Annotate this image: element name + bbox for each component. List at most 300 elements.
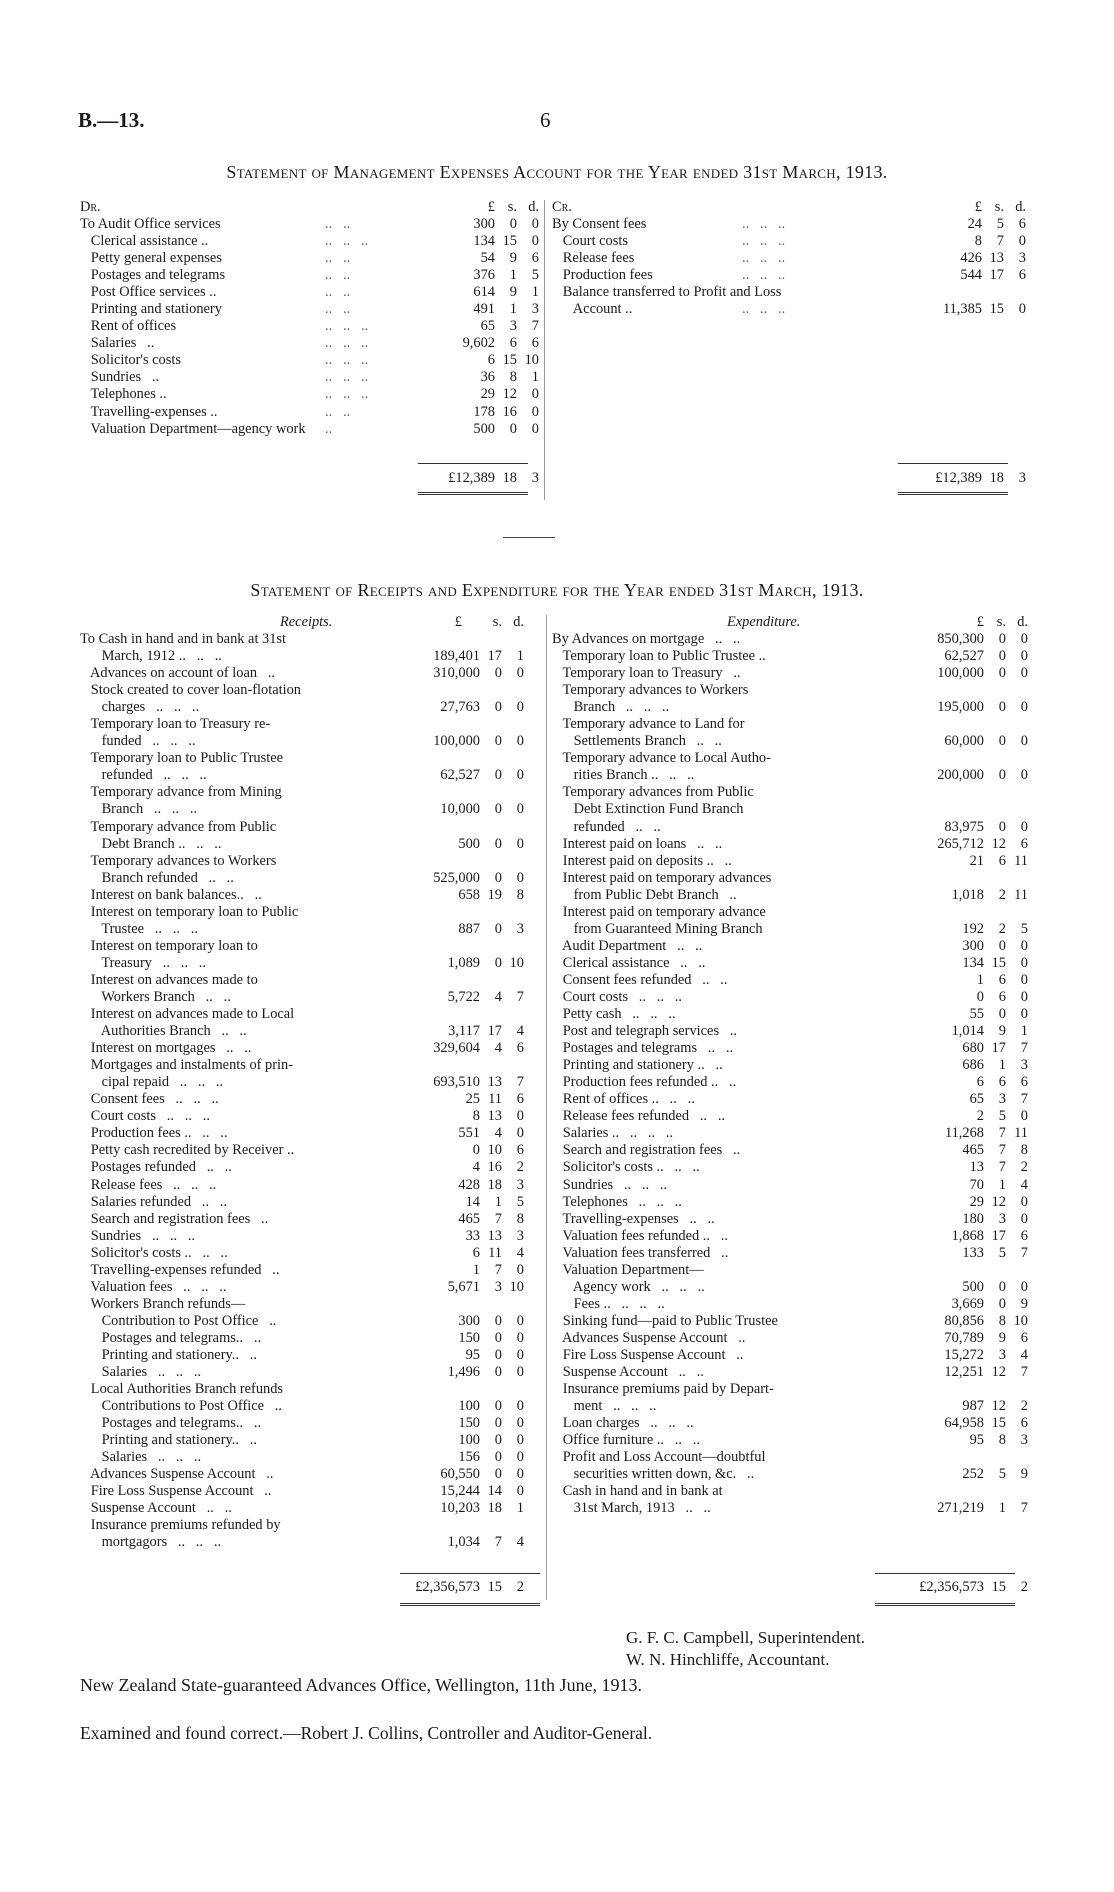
row-label: Court costs .. .. .. <box>552 988 682 1005</box>
amount-pence: 0 <box>516 1364 524 1381</box>
row-label: Office furniture .. .. .. <box>552 1432 700 1449</box>
row-label: Court costs <box>552 233 628 250</box>
row-label: Release fees <box>552 250 635 267</box>
amount-pence: 4 <box>516 1534 524 1551</box>
amount-shillings: 2 <box>998 886 1006 903</box>
amount-pounds: 13 <box>969 1159 984 1176</box>
amount-pence: 0 <box>531 420 539 437</box>
receipt-row <box>80 1091 540 1108</box>
expenditure-row <box>552 1108 1032 1125</box>
amount-pence: 8 <box>516 886 524 903</box>
amount-shillings: 7 <box>494 1534 502 1551</box>
office-line: New Zealand State-guaranteed Advances Office, Wellington, 11th June, 1913. <box>80 1675 643 1695</box>
receipts-total-pence: 2 <box>516 1579 524 1595</box>
amount-shillings: 0 <box>998 699 1006 716</box>
receipt-row <box>80 972 540 989</box>
row-label: Valuation Department— <box>552 1261 704 1278</box>
dr-label: Dr. <box>80 199 101 215</box>
amount-shillings: 14 <box>487 1483 502 1500</box>
row-label: Telephones .. .. .. <box>552 1193 682 1210</box>
amount-pounds: 24 <box>967 216 982 232</box>
amount-pounds: 150 <box>458 1329 480 1346</box>
amount-pence: 0 <box>516 1312 524 1329</box>
amount-pence: 6 <box>531 250 539 267</box>
row-label: Interest paid on loans .. .. <box>552 835 723 852</box>
row-label: Release fees .. .. .. <box>80 1176 217 1193</box>
ex-col-shillings-head: s. <box>996 614 1006 630</box>
row-label: Agency work .. .. .. <box>552 1278 705 1295</box>
amount-pence: 0 <box>531 233 539 250</box>
amount-pounds: 134 <box>962 954 984 971</box>
amount-pounds: 8 <box>472 1108 480 1125</box>
row-label: Temporary advances to Workers <box>552 682 749 699</box>
amount-pounds: 12,251 <box>944 1364 984 1381</box>
amount-pounds: 156 <box>458 1449 480 1466</box>
amount-pounds: 987 <box>962 1398 984 1415</box>
expenditure-row <box>552 921 1032 938</box>
expenditure-row <box>552 1023 1032 1040</box>
amount-pence: 6 <box>1018 267 1026 284</box>
amount-pence: 0 <box>516 1466 524 1483</box>
row-label: Loan charges .. .. .. <box>552 1415 694 1432</box>
row-label: Temporary advances to Workers <box>80 852 277 869</box>
leader-dots: .. .. .. <box>742 250 786 267</box>
amount-pounds: 33 <box>465 1227 480 1244</box>
amount-shillings: 9 <box>998 1329 1006 1346</box>
amount-pounds: 95 <box>969 1432 984 1449</box>
amount-pence: 0 <box>1018 301 1026 318</box>
amount-shillings: 7 <box>998 1159 1006 1176</box>
amount-shillings: 0 <box>998 1278 1006 1295</box>
row-label: Valuation fees refunded .. .. <box>552 1227 728 1244</box>
expenditure-row <box>552 989 1032 1006</box>
row-label: Court costs .. .. .. <box>80 1108 210 1125</box>
row-label: Production fees .. .. .. <box>80 1125 228 1142</box>
receipt-row <box>80 665 540 682</box>
amount-pence: 0 <box>1020 937 1028 954</box>
amount-pence: 0 <box>1020 1108 1028 1125</box>
amount-pounds: 64,958 <box>944 1415 984 1432</box>
receipt-row <box>80 938 540 955</box>
amount-shillings: 0 <box>494 920 502 937</box>
debit-row <box>80 301 540 318</box>
row-label: Advances Suspense Account .. <box>552 1329 746 1346</box>
amount-pounds: 1,014 <box>951 1023 984 1040</box>
amount-pounds: 15,244 <box>440 1483 480 1500</box>
amount-pence: 1 <box>531 369 539 386</box>
expenditure-row <box>552 1006 1032 1023</box>
leader-dots: .. .. .. <box>325 233 369 250</box>
amount-pence: 1 <box>516 1500 524 1517</box>
amount-shillings: 0 <box>494 1432 502 1449</box>
amount-shillings: 0 <box>494 1449 502 1466</box>
row-label: Interest on bank balances.. .. <box>80 886 262 903</box>
row-label: Fees .. .. .. .. <box>552 1295 665 1312</box>
receipt-row <box>80 699 540 716</box>
amount-shillings: 4 <box>494 1125 502 1142</box>
row-label: Salaries .. .. .. .. <box>552 1125 674 1142</box>
receipt-row <box>80 1347 540 1364</box>
amount-shillings: 0 <box>998 665 1006 682</box>
amount-pounds: 25 <box>465 1091 480 1108</box>
expenditure-row <box>552 1245 1032 1262</box>
amount-pounds: 426 <box>960 250 982 267</box>
amount-pence: 6 <box>1020 1074 1028 1091</box>
amount-shillings: 7 <box>494 1210 502 1227</box>
row-label: Postages refunded .. .. <box>80 1159 232 1176</box>
amount-pounds: 180 <box>962 1210 984 1227</box>
row-label: Branch .. .. .. <box>552 699 670 716</box>
amount-shillings: 6 <box>509 335 517 352</box>
leader-dots: .. .. <box>325 301 351 318</box>
amount-pounds: 680 <box>962 1040 984 1057</box>
receipt-row <box>80 1415 540 1432</box>
amount-pence: 0 <box>1018 233 1026 250</box>
amount-shillings: 12 <box>991 835 1006 852</box>
amount-pence: 7 <box>1020 1500 1028 1517</box>
amount-pence: 5 <box>516 1193 524 1210</box>
expenditure-row <box>552 682 1032 699</box>
row-label: Stock created to cover loan-flotation <box>80 682 301 699</box>
amount-pence: 3 <box>516 920 524 937</box>
amount-pence: 0 <box>531 403 539 420</box>
amount-pounds: 1,034 <box>447 1534 480 1551</box>
amount-shillings: 9 <box>509 284 517 301</box>
expenditure-row <box>552 1296 1032 1313</box>
management-credit-list <box>552 216 1027 318</box>
expenditure-row <box>552 853 1032 870</box>
row-label: Temporary advance from Public <box>80 818 277 835</box>
row-label: cipal repaid .. .. .. <box>80 1074 224 1091</box>
expenditure-head: Expenditure. <box>727 614 801 630</box>
amount-shillings: 10 <box>487 1142 502 1159</box>
amount-shillings: 0 <box>494 665 502 682</box>
row-label: from Public Debt Branch .. <box>552 886 737 903</box>
expenditure-row <box>552 972 1032 989</box>
amount-pounds: 100,000 <box>433 733 480 750</box>
receipt-row <box>80 1125 540 1142</box>
col-pounds-head: £ <box>487 199 495 215</box>
amount-shillings: 7 <box>996 233 1004 250</box>
amount-pounds: 200,000 <box>937 767 984 784</box>
row-label: Temporary loan to Treasury .. <box>552 665 741 682</box>
receipt-row <box>80 750 540 767</box>
row-label: Solicitor's costs .. .. .. <box>552 1159 700 1176</box>
receipt-row <box>80 904 540 921</box>
amount-shillings: 0 <box>998 631 1006 647</box>
amount-pounds: 1,089 <box>447 954 480 971</box>
row-label: Valuation Department—agency work <box>80 420 306 437</box>
row-label: Temporary loan to Public Trustee .. <box>552 648 766 665</box>
expenditure-row <box>552 699 1032 716</box>
amount-pounds: 3,117 <box>448 1023 480 1040</box>
amount-shillings: 5 <box>996 216 1004 232</box>
row-label: Interest paid on temporary advance <box>552 903 766 920</box>
expenditure-row <box>552 1449 1032 1466</box>
amount-shillings: 0 <box>494 733 502 750</box>
amount-pounds: 252 <box>962 1466 984 1483</box>
amount-pounds: 850,300 <box>937 631 984 647</box>
amount-shillings: 0 <box>494 1312 502 1329</box>
leader-dots: .. .. <box>325 267 351 284</box>
row-label: Debt Extinction Fund Branch <box>552 801 744 818</box>
amount-pence: 0 <box>516 1108 524 1125</box>
row-label: Branch .. .. .. <box>80 801 198 818</box>
amount-pence: 3 <box>531 301 539 318</box>
amount-pounds: 65 <box>480 318 495 335</box>
amount-shillings: 6 <box>998 852 1006 869</box>
row-label: Local Authorities Branch refunds <box>80 1381 284 1398</box>
amount-pounds: 178 <box>473 403 495 420</box>
row-label: Settlements Branch .. .. <box>552 733 722 750</box>
expenditure-row <box>552 767 1032 784</box>
row-label: Account .. <box>552 301 633 318</box>
rc-col-shillings-head: s. <box>492 614 502 630</box>
receipt-row <box>80 1194 540 1211</box>
dr-total-pounds: £12,389 <box>448 470 495 486</box>
cr-total-shillings: 18 <box>989 470 1004 486</box>
cr-col-pence-head: d. <box>1015 199 1026 215</box>
cr-total-row <box>552 470 1027 487</box>
expenditure-row <box>552 1279 1032 1296</box>
debit-row <box>80 267 540 284</box>
amount-pounds: 4 <box>472 1159 480 1176</box>
receipt-row <box>80 1296 540 1313</box>
amount-shillings: 12 <box>991 1193 1006 1210</box>
amount-pounds: 6 <box>976 1074 984 1091</box>
credit-row <box>552 216 1027 233</box>
receipt-row <box>80 1466 540 1483</box>
amount-pounds: 300 <box>962 937 984 954</box>
row-label: Profit and Loss Account—doubtful <box>552 1449 766 1466</box>
receipt-row <box>80 1517 540 1534</box>
row-label: Sundries .. <box>80 369 160 386</box>
amount-pence: 0 <box>1020 1193 1028 1210</box>
receipt-row <box>80 1142 540 1159</box>
accountant-signature: W. N. Hinchliffe, Accountant. <box>626 1650 830 1669</box>
row-label: rities Branch .. .. .. <box>552 767 695 784</box>
amount-pence: 4 <box>516 1023 524 1040</box>
row-label: Production fees refunded .. .. <box>552 1074 737 1091</box>
amount-pounds: 192 <box>962 920 984 937</box>
row-label: Printing and stationery.. .. <box>80 1346 257 1363</box>
receipt-row <box>80 887 540 904</box>
amount-shillings: 12 <box>991 1364 1006 1381</box>
amount-pence: 7 <box>1020 1364 1028 1381</box>
amount-pounds: 300 <box>458 1312 480 1329</box>
receipt-row <box>80 1483 540 1500</box>
amount-shillings: 7 <box>998 1142 1006 1159</box>
amount-shillings: 8 <box>998 1312 1006 1329</box>
management-debit-list <box>80 216 540 438</box>
leader-dots: .. .. <box>325 250 351 267</box>
amount-shillings: 0 <box>998 733 1006 750</box>
amount-pounds: 300 <box>473 216 495 232</box>
section-divider <box>503 537 555 538</box>
row-label: Interest on temporary loan to <box>80 937 258 954</box>
amount-pence: 0 <box>1020 954 1028 971</box>
credit-row <box>552 301 1027 318</box>
receipts-statement-title: Statement of Receipts and Expenditure for the Year ended 31st March, 1913. <box>250 580 864 600</box>
row-label: charges .. .. .. <box>80 699 200 716</box>
expenditure-row <box>552 1398 1032 1415</box>
amount-shillings: 13 <box>487 1074 502 1091</box>
amount-pence: 0 <box>516 733 524 750</box>
amount-pounds: 60,550 <box>440 1466 480 1483</box>
amount-pence: 0 <box>516 1125 524 1142</box>
leader-dots: .. .. <box>325 403 351 420</box>
row-label: Travelling-expenses .. <box>80 403 218 420</box>
amount-pence: 0 <box>516 835 524 852</box>
amount-pence: 0 <box>516 1483 524 1500</box>
row-label: Printing and stationery <box>80 301 222 318</box>
amount-pounds: 6 <box>487 352 495 369</box>
amount-pounds: 10,000 <box>440 801 480 818</box>
receipts-header-row <box>80 614 540 631</box>
amount-shillings: 8 <box>998 1432 1006 1449</box>
expenditure-row <box>552 887 1032 904</box>
row-label: Salaries refunded .. .. <box>80 1193 228 1210</box>
receipts-total-row <box>80 1579 540 1596</box>
amount-pounds: 27,763 <box>440 699 480 716</box>
amount-pounds: 100,000 <box>937 665 984 682</box>
amount-pence: 0 <box>516 801 524 818</box>
amount-pounds: 658 <box>458 886 480 903</box>
amount-pence: 0 <box>531 216 539 232</box>
amount-pence: 0 <box>1020 1006 1028 1023</box>
amount-pounds: 189,401 <box>433 648 480 665</box>
leader-dots: .. .. .. <box>742 301 786 318</box>
receipt-row <box>80 631 540 648</box>
receipt-row <box>80 1177 540 1194</box>
amount-shillings: 2 <box>998 920 1006 937</box>
credit-row <box>552 233 1027 250</box>
amount-pounds: 55 <box>969 1006 984 1023</box>
receipt-row <box>80 1159 540 1176</box>
row-label: Temporary advance to Land for <box>552 716 745 733</box>
amount-pence: 0 <box>516 1398 524 1415</box>
leader-dots: .. .. .. <box>325 386 369 403</box>
row-label: Temporary advance to Local Autho- <box>552 750 771 767</box>
amount-pence: 7 <box>1020 1091 1028 1108</box>
amount-pounds: 150 <box>458 1415 480 1432</box>
receipt-row <box>80 784 540 801</box>
receipts-total-shillings: 15 <box>487 1579 502 1595</box>
amount-pence: 6 <box>1020 1415 1028 1432</box>
amount-pence: 0 <box>1020 665 1028 682</box>
expenditure-row <box>552 1313 1032 1330</box>
expenditure-row <box>552 955 1032 972</box>
expenditure-total-pence: 2 <box>1020 1579 1028 1595</box>
amount-pence: 8 <box>1020 1142 1028 1159</box>
amount-shillings: 0 <box>494 1466 502 1483</box>
amount-shillings: 9 <box>509 250 517 267</box>
amount-pence: 0 <box>516 1329 524 1346</box>
amount-pounds: 614 <box>473 284 495 301</box>
amount-pounds: 465 <box>458 1210 480 1227</box>
receipt-row <box>80 836 540 853</box>
amount-pounds: 100 <box>458 1432 480 1449</box>
expenditure-row <box>552 1381 1032 1398</box>
amount-shillings: 6 <box>998 971 1006 988</box>
amount-pence: 0 <box>516 699 524 716</box>
row-label: Advances Suspense Account .. <box>80 1466 274 1483</box>
amount-pence: 3 <box>1018 250 1026 267</box>
receipt-row <box>80 1262 540 1279</box>
amount-pounds: 1 <box>472 1261 480 1278</box>
amount-shillings: 3 <box>998 1210 1006 1227</box>
row-label: Printing and stationery.. .. <box>80 1432 257 1449</box>
amount-pence: 0 <box>1020 971 1028 988</box>
receipt-row <box>80 648 540 665</box>
row-label: Postages and telegrams.. .. <box>80 1415 262 1432</box>
row-label: Postages and telegrams .. .. <box>552 1040 734 1057</box>
row-label: Balance transferred to Profit and Loss <box>552 284 782 301</box>
ex-col-pence-head: d. <box>1017 614 1028 630</box>
cr-header-row <box>552 199 1026 216</box>
row-label: Temporary loan to Treasury re- <box>80 716 271 733</box>
row-label: funded .. .. .. <box>80 733 196 750</box>
expenditure-row <box>552 1159 1032 1176</box>
leader-dots: .. .. .. <box>325 318 369 335</box>
amount-pounds: 10,203 <box>440 1500 480 1517</box>
amount-pounds: 265,712 <box>937 835 984 852</box>
receipt-row <box>80 853 540 870</box>
amount-pence: 0 <box>1020 699 1028 716</box>
row-label: Debt Branch .. .. .. <box>80 835 222 852</box>
dr-header-row <box>80 199 539 216</box>
amount-pounds: 15,272 <box>944 1346 984 1363</box>
amount-shillings: 11 <box>488 1091 502 1108</box>
amount-shillings: 16 <box>487 1159 502 1176</box>
leader-dots: .. .. .. <box>742 267 786 284</box>
amount-pounds: 62,527 <box>440 767 480 784</box>
amount-pence: 11 <box>1014 1125 1028 1142</box>
amount-shillings: 15 <box>991 1415 1006 1432</box>
amount-pounds: 0 <box>976 988 984 1005</box>
row-label: Solicitor's costs .. .. .. <box>80 1244 228 1261</box>
row-label: Contributions to Post Office .. <box>80 1398 283 1415</box>
dr-total-shillings: 18 <box>502 470 517 486</box>
amount-pounds: 544 <box>960 267 982 284</box>
amount-shillings: 13 <box>989 250 1004 267</box>
receipt-row <box>80 819 540 836</box>
amount-pounds: 100 <box>458 1398 480 1415</box>
amount-pounds: 60,000 <box>944 733 984 750</box>
amount-shillings: 0 <box>494 954 502 971</box>
amount-pence: 1 <box>531 284 539 301</box>
amount-shillings: 16 <box>502 403 517 420</box>
amount-pounds: 54 <box>480 250 495 267</box>
row-label: 31st March, 1913 .. .. <box>552 1500 711 1517</box>
receipt-row <box>80 1074 540 1091</box>
amount-pence: 5 <box>531 267 539 284</box>
amount-shillings: 13 <box>487 1108 502 1125</box>
expenditure-row <box>552 784 1032 801</box>
amount-pounds: 6 <box>472 1244 480 1261</box>
expenditure-row <box>552 819 1032 836</box>
debit-row <box>80 421 540 438</box>
leader-dots: .. .. <box>325 284 351 301</box>
amount-pence: 10 <box>509 954 524 971</box>
row-label: Interest on mortgages .. .. <box>80 1040 252 1057</box>
row-label: Consent fees refunded .. .. <box>552 971 728 988</box>
amount-shillings: 1 <box>998 1057 1006 1074</box>
amount-shillings: 15 <box>502 233 517 250</box>
amount-shillings: 0 <box>494 801 502 818</box>
leader-dots: .. .. <box>325 216 351 232</box>
amount-pence: 2 <box>1020 1159 1028 1176</box>
